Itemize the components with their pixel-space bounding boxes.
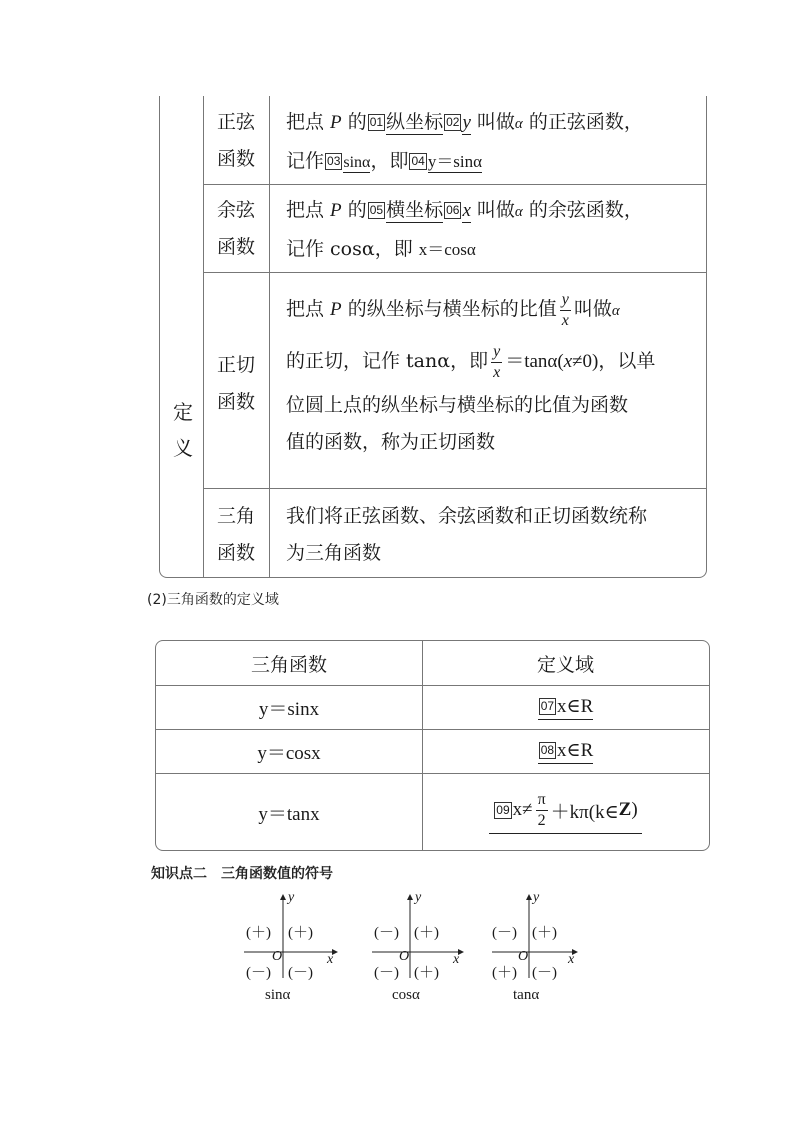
math: α	[611, 303, 620, 319]
fraction	[536, 792, 548, 829]
row-label	[204, 489, 270, 578]
quadrant-3-sign: (＋)	[492, 965, 517, 981]
definition-table	[159, 96, 707, 578]
quadrant-1-sign: (＋)	[414, 925, 439, 941]
quadrant-1-sign: (＋)	[288, 925, 313, 941]
fraction	[491, 344, 502, 381]
text-line: 位圆上点的纵坐标与横坐标的比值为函数	[286, 394, 629, 416]
function-cell	[156, 773, 422, 851]
numerator: π	[536, 792, 548, 811]
numerator: y	[491, 344, 502, 363]
quadrant-2-sign: (＋)	[246, 925, 271, 941]
text-line	[286, 104, 694, 143]
answer-blank: 纵坐标	[386, 111, 444, 133]
text: 记作	[286, 150, 325, 172]
sine-row	[204, 96, 706, 184]
math: P	[330, 200, 342, 221]
diagram-caption: sinα	[265, 987, 291, 1003]
text: 的纵坐标与横坐标的比值	[341, 298, 557, 320]
sign-diagram-tan	[488, 888, 598, 1004]
row-text	[286, 192, 694, 268]
domain-text: )	[631, 799, 638, 820]
math: P	[330, 112, 342, 133]
answer-blank: 横坐标	[386, 199, 444, 221]
section-label	[172, 394, 194, 466]
text-line: 我们将正弦函数、余弦函数和正切函数统称	[286, 505, 648, 527]
quadrant-4-sign: (－)	[532, 965, 557, 981]
answer-blank: y＝sinα	[427, 152, 483, 171]
answer-blank	[489, 792, 641, 834]
text: 叫做	[470, 199, 515, 221]
x-axis-label: x	[453, 952, 460, 967]
y-axis-label: y	[533, 890, 540, 905]
answer-number-box: 07	[540, 698, 555, 713]
x-axis-label: x	[568, 952, 575, 967]
quadrant-4-sign: (－)	[288, 965, 313, 981]
origin-label: O	[272, 949, 283, 964]
text-line	[286, 143, 694, 181]
text: 的正切，记作 tanα，即	[286, 350, 489, 372]
subheading-domain: (2)三角函数的定义域	[147, 592, 279, 608]
trig-function-row	[204, 488, 706, 578]
domain-table	[155, 640, 710, 851]
header-function: 三角函数	[250, 653, 327, 676]
function-text: y＝tanx	[258, 804, 320, 825]
text: 把点	[286, 199, 331, 221]
set-symbol: Z	[618, 799, 632, 820]
row-label-line: 正切	[217, 354, 256, 376]
quadrant-4-sign: (＋)	[414, 965, 439, 981]
row-text	[286, 104, 694, 181]
row-label-line: 函数	[217, 236, 256, 258]
text-line	[286, 192, 694, 231]
answer-blank: x	[462, 200, 471, 221]
function-cell	[156, 685, 422, 729]
answer-number-box: 05	[369, 203, 384, 217]
row-label-line: 函数	[217, 391, 256, 413]
answer-number-box: 01	[369, 115, 384, 129]
text: 把点	[286, 111, 331, 133]
cosine-row	[204, 184, 706, 272]
row-text	[286, 285, 694, 461]
tangent-row	[204, 272, 706, 488]
text: 叫做	[470, 111, 515, 133]
denominator: 2	[537, 811, 546, 829]
domain-cell	[422, 685, 709, 729]
section-label-char: 定	[173, 400, 193, 424]
text-line	[286, 337, 694, 385]
answer-blank: sinα	[343, 154, 371, 171]
answer-blank	[538, 739, 594, 764]
denominator: x	[493, 363, 501, 381]
domain-text: x∈R	[557, 695, 594, 717]
text: 的	[341, 111, 367, 133]
row-label	[204, 96, 270, 184]
row-label-line: 函数	[217, 542, 256, 564]
answer-blank: y	[462, 112, 471, 133]
function-text: y＝cosx	[257, 742, 321, 764]
text: 的余弦函数，	[522, 199, 643, 221]
header-domain: 定义域	[536, 653, 594, 676]
y-axis-label: y	[288, 890, 295, 905]
text: 记作 cosα，即	[286, 238, 419, 260]
row-label-line: 正弦	[217, 111, 256, 133]
text: 的	[341, 199, 367, 221]
answer-number-box: 02	[446, 115, 460, 129]
numerator: y	[560, 292, 571, 311]
x-axis-label: x	[327, 952, 334, 967]
quadrant-2-sign: (－)	[492, 925, 517, 941]
answer-number-box: 04	[411, 154, 425, 168]
math: ＝tanα(	[505, 351, 564, 372]
answer-number-box: 08	[540, 742, 555, 757]
text-line	[286, 285, 694, 333]
domain-cell	[422, 773, 709, 851]
row-label	[204, 185, 270, 272]
domain-text: x∈R	[557, 739, 594, 761]
row-label-line: 三角	[217, 505, 256, 527]
text-line: 值的函数，称为正切函数	[286, 431, 496, 453]
function-cell	[156, 729, 422, 773]
answer-number-box: 03	[327, 154, 341, 168]
origin-label: O	[399, 949, 410, 964]
row-label-line: 余弦	[217, 199, 256, 221]
text: ≠0)，以单	[572, 351, 656, 372]
row-label	[204, 273, 270, 488]
sign-diagram-sin	[240, 888, 350, 1004]
answer-number-box: 06	[446, 203, 460, 217]
quadrant-3-sign: (－)	[374, 965, 399, 981]
math: α	[514, 204, 523, 220]
text: 把点	[286, 298, 331, 320]
domain-cell	[422, 729, 709, 773]
domain-text: ＋kπ(k∈	[550, 801, 619, 823]
row-label-line: 函数	[217, 148, 256, 170]
sign-diagram-cos	[368, 888, 478, 1004]
quadrant-3-sign: (－)	[246, 965, 271, 981]
heading-signs: 知识点二 三角函数值的符号	[151, 866, 333, 882]
text: ，即	[370, 150, 409, 172]
diagram-caption: cosα	[392, 987, 420, 1003]
math: x＝cosα	[418, 240, 476, 259]
denominator: x	[561, 311, 569, 329]
text-line	[286, 231, 694, 268]
text: 叫做	[573, 298, 612, 320]
text-line: 为三角函数	[286, 542, 382, 564]
math: P	[330, 299, 342, 320]
y-axis-label: y	[415, 890, 422, 905]
row-text	[286, 498, 694, 572]
answer-blank	[538, 695, 594, 720]
math: α	[514, 116, 523, 132]
text: 的正弦函数，	[522, 111, 643, 133]
answer-number-box: 09	[496, 802, 510, 817]
domain-text: x≠	[512, 799, 533, 820]
origin-label: O	[518, 949, 529, 964]
quadrant-1-sign: (＋)	[532, 925, 557, 941]
section-label-char: 义	[173, 436, 193, 460]
fraction	[560, 292, 571, 329]
diagram-caption: tanα	[513, 987, 540, 1003]
function-text: y＝sinx	[258, 698, 320, 720]
math: x	[563, 351, 573, 372]
section-label-cell	[160, 96, 204, 577]
quadrant-2-sign: (－)	[374, 925, 399, 941]
